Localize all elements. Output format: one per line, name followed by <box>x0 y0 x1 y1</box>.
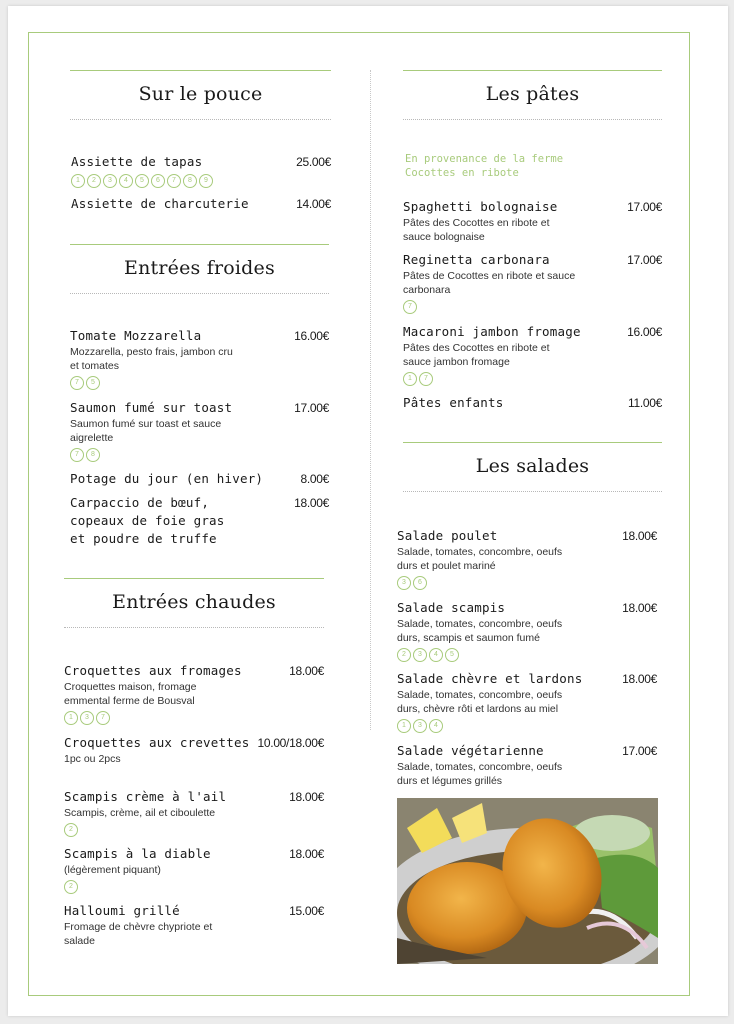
allergen-icon: 6 <box>413 576 427 590</box>
menu-item <box>403 251 662 314</box>
allergen-list <box>64 880 324 894</box>
allergen-icon: 7 <box>70 376 84 390</box>
section-entrees-froides <box>70 244 329 294</box>
allergen-list <box>70 448 329 462</box>
menu-item <box>403 198 662 244</box>
column-divider <box>370 70 371 730</box>
menu-item <box>397 670 657 733</box>
item-price: 25.00€ <box>296 155 331 169</box>
item-name: Carpaccio de bœuf, <box>70 495 210 510</box>
item-description: durs et poulet mariné <box>397 560 496 572</box>
section-entrees-chaudes <box>64 578 324 628</box>
item-name: Salade poulet <box>397 528 498 543</box>
item-price: 11.00€ <box>627 396 662 410</box>
allergen-icon: 3 <box>397 576 411 590</box>
item-description: Pâtes des Cocottes en ribote et <box>403 342 550 354</box>
item-name: Scampis crème à l'ail <box>64 789 227 804</box>
item-name: copeaux de foie gras <box>70 513 225 528</box>
item-price: 8.00€ <box>300 472 329 486</box>
allergen-icon: 3 <box>413 648 427 662</box>
menu-item <box>71 153 331 188</box>
item-name: Assiette de tapas <box>71 154 203 169</box>
item-price: 14.00€ <box>296 197 331 211</box>
item-name: Salade scampis <box>397 600 506 615</box>
item-price: 17.00€ <box>622 744 657 758</box>
menu-item <box>70 494 329 548</box>
section-rule <box>403 442 662 443</box>
allergen-icon: 7 <box>167 174 181 188</box>
allergen-icon: 3 <box>103 174 117 188</box>
item-name: Pâtes enfants <box>403 395 504 410</box>
menu-item <box>403 323 662 386</box>
item-description: Croquettes maison, fromage <box>64 681 197 693</box>
item-price: 17.00€ <box>627 253 662 267</box>
item-description: Salade, tomates, concombre, oeufs <box>397 761 563 773</box>
section-sur-le-pouce <box>70 70 331 120</box>
section-rule <box>403 70 662 71</box>
allergen-list <box>70 376 329 390</box>
item-name: Salade végétarienne <box>397 743 544 758</box>
allergen-icon: 1 <box>64 711 78 725</box>
item-price: 17.00€ <box>294 401 329 415</box>
note-line: Cocottes en ribote <box>405 167 519 179</box>
allergen-list <box>397 719 657 733</box>
menu-item <box>64 845 324 894</box>
section-dots <box>70 293 329 294</box>
item-name: Reginetta carbonara <box>403 252 550 267</box>
menu-item <box>403 394 662 412</box>
allergen-list <box>403 372 662 386</box>
allergen-icon: 7 <box>96 711 110 725</box>
item-price: 18.00€ <box>622 529 657 543</box>
item-description: carbonara <box>403 284 451 296</box>
section-dots <box>64 627 324 628</box>
allergen-list <box>64 823 324 837</box>
item-price: 18.00€ <box>289 847 324 861</box>
note-line: En provenance de la ferme <box>405 153 564 165</box>
item-name: Tomate Mozzarella <box>70 328 202 343</box>
allergen-icon: 4 <box>429 648 443 662</box>
item-description: et tomates <box>70 360 120 372</box>
item-name: Halloumi grillé <box>64 903 180 918</box>
allergen-icon: 2 <box>87 174 101 188</box>
item-description: Pâtes des Cocottes en ribote et <box>403 217 550 229</box>
allergen-icon: 4 <box>119 174 133 188</box>
allergen-icon: 8 <box>86 448 100 462</box>
allergen-list <box>64 711 324 725</box>
item-description: aigrelette <box>70 432 114 444</box>
item-description: durs, chèvre rôti et lardons au miel <box>397 703 559 715</box>
allergen-icon: 1 <box>403 372 417 386</box>
allergen-icon: 3 <box>80 711 94 725</box>
item-description: Mozzarella, pesto frais, jambon cru <box>70 346 233 358</box>
item-description: (légèrement piquant) <box>64 864 161 876</box>
item-price: 18.00€ <box>294 496 329 510</box>
croquettes-illustration <box>397 798 658 964</box>
allergen-icon: 5 <box>135 174 149 188</box>
section-title: Entrées chaudes <box>112 591 276 613</box>
item-description: Saumon fumé sur toast et sauce <box>70 418 222 430</box>
item-name: Macaroni jambon fromage <box>403 324 581 339</box>
allergen-list <box>71 174 331 188</box>
allergen-icon: 5 <box>86 376 100 390</box>
item-price: 18.00€ <box>622 601 657 615</box>
allergen-icon: 8 <box>183 174 197 188</box>
item-description: Fromage de chèvre chypriote et <box>64 921 213 933</box>
section-les-pates <box>403 70 662 120</box>
item-description: salade <box>64 935 95 947</box>
item-price: 16.00€ <box>294 329 329 343</box>
item-name: Saumon fumé sur toast <box>70 400 233 415</box>
item-name: Assiette de charcuterie <box>71 196 249 211</box>
item-price: 10.00/18.00€ <box>257 736 324 750</box>
item-description: Salade, tomates, concombre, oeufs <box>397 546 563 558</box>
item-name: Potage du jour (en hiver) <box>70 471 264 486</box>
allergen-icon: 2 <box>64 823 78 837</box>
menu-item <box>64 902 324 948</box>
section-title: Entrées froides <box>124 257 275 279</box>
allergen-icon: 2 <box>64 880 78 894</box>
section-dots <box>403 119 662 120</box>
item-description: Salade, tomates, concombre, oeufs <box>397 689 563 701</box>
allergen-icon: 7 <box>419 372 433 386</box>
section-title: Les salades <box>475 455 590 477</box>
item-description: sauce bolognaise <box>403 231 485 243</box>
item-description: durs, scampis et saumon fumé <box>397 632 540 644</box>
menu-item <box>64 788 324 837</box>
menu-item <box>70 470 329 488</box>
allergen-icon: 7 <box>403 300 417 314</box>
item-name: et poudre de truffe <box>70 531 217 546</box>
section-dots <box>403 491 662 492</box>
allergen-icon: 3 <box>413 719 427 733</box>
allergen-icon: 2 <box>397 648 411 662</box>
item-description: Pâtes de Cocottes en ribote et sauce <box>403 270 576 282</box>
section-rule <box>70 244 329 245</box>
item-description: 1pc ou 2pcs <box>64 753 121 765</box>
allergen-list <box>397 648 657 662</box>
item-price: 18.00€ <box>289 790 324 804</box>
menu-item <box>64 662 324 725</box>
pasta-origin-note <box>405 152 660 180</box>
menu-item <box>70 327 329 390</box>
menu-item <box>397 742 657 788</box>
section-title: Les pâtes <box>485 83 580 105</box>
menu-item <box>70 399 329 462</box>
item-name: Spaghetti bolognaise <box>403 199 558 214</box>
item-description: emmental ferme de Bousval <box>64 695 195 707</box>
item-description: durs et légumes grillés <box>397 775 503 787</box>
item-price: 18.00€ <box>289 664 324 678</box>
item-name: Salade chèvre et lardons <box>397 671 583 686</box>
item-name: Scampis à la diable <box>64 846 211 861</box>
allergen-icon: 4 <box>429 719 443 733</box>
section-les-salades <box>403 442 662 492</box>
section-rule <box>70 70 331 71</box>
item-name: Croquettes aux crevettes <box>64 735 250 750</box>
allergen-icon: 6 <box>151 174 165 188</box>
section-title: Sur le pouce <box>138 83 263 105</box>
allergen-icon: 9 <box>199 174 213 188</box>
item-name: Croquettes aux fromages <box>64 663 242 678</box>
item-price: 15.00€ <box>289 904 324 918</box>
item-price: 16.00€ <box>627 325 662 339</box>
allergen-icon: 7 <box>70 448 84 462</box>
croquettes-photo <box>397 798 658 964</box>
item-price: 17.00€ <box>627 200 662 214</box>
allergen-list <box>403 300 662 314</box>
menu-item <box>397 527 657 590</box>
item-description: Scampis, crème, ail et ciboulette <box>64 807 216 819</box>
section-dots <box>70 119 331 120</box>
item-price: 18.00€ <box>622 672 657 686</box>
item-description: sauce jambon fromage <box>403 356 510 368</box>
item-description: Salade, tomates, concombre, oeufs <box>397 618 563 630</box>
allergen-list <box>397 576 657 590</box>
menu-item <box>64 734 324 766</box>
allergen-icon: 5 <box>445 648 459 662</box>
section-rule <box>64 578 324 579</box>
menu-item <box>71 195 331 213</box>
menu-item <box>397 599 657 662</box>
allergen-icon: 1 <box>397 719 411 733</box>
allergen-icon: 1 <box>71 174 85 188</box>
